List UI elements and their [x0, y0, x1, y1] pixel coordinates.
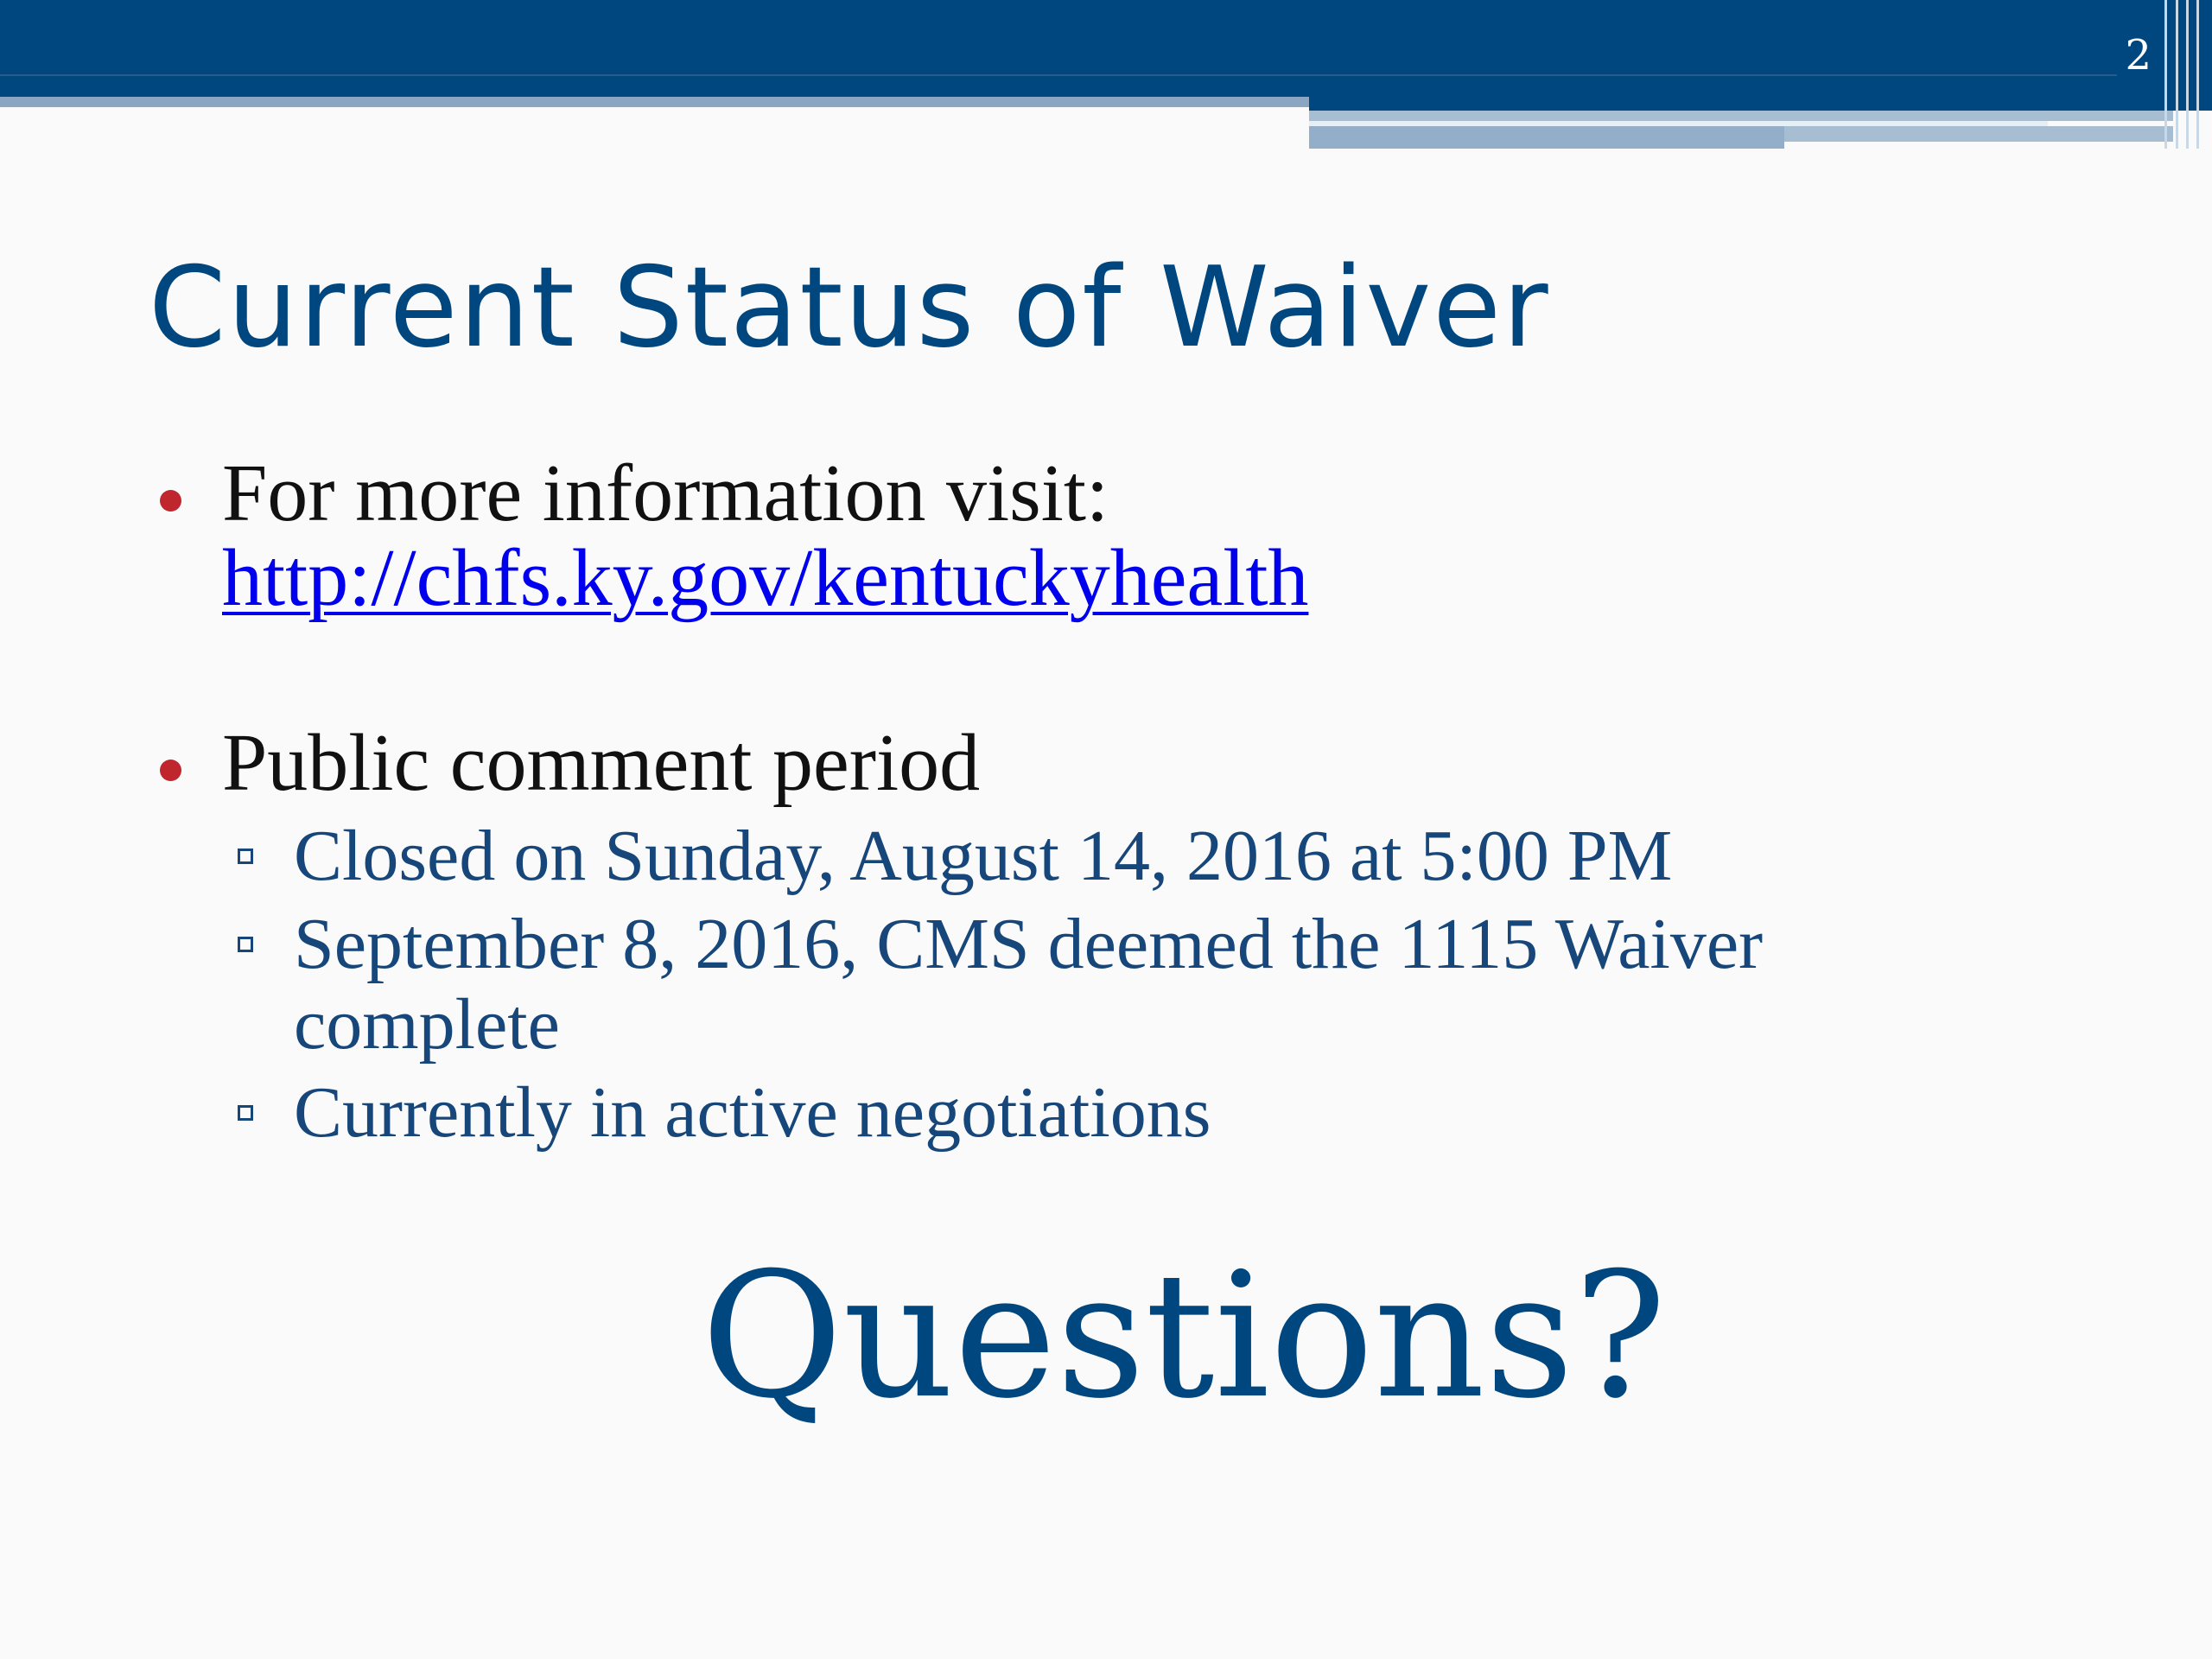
page-number: 2: [2125, 31, 2152, 79]
banner-vertical-line: [2164, 0, 2167, 149]
bullet-text: For more information visit:: [222, 448, 1109, 538]
subbullet-text: Closed on Sunday, August 14, 2016 at 5:00 PM: [294, 816, 1673, 896]
bullet-dot: [160, 760, 181, 781]
banner-hairline: [0, 74, 2117, 76]
banner-stripe: [0, 97, 1309, 107]
square-bullet-icon: [238, 849, 253, 864]
square-bullet-icon: [238, 937, 253, 952]
banner-extension: [1309, 97, 2212, 111]
banner-step: [1309, 126, 1784, 149]
square-bullet-icon: [238, 1105, 253, 1121]
subbullet-text: Currently in active negotiations: [294, 1072, 1211, 1153]
slide-title: Current Status of Waiver: [149, 244, 1550, 372]
questions-heading: Questions?: [701, 1236, 1667, 1437]
bullet-dot: [160, 490, 181, 512]
banner-vertical-line: [2186, 0, 2189, 149]
header-banner: [0, 0, 2212, 97]
subbullet-text: complete: [294, 984, 560, 1065]
banner-vertical-line: [2196, 0, 2199, 149]
banner-vertical-line: [2176, 0, 2178, 149]
banner-step: [1784, 126, 2173, 142]
banner-step: [1309, 111, 2173, 121]
bullet-text: Public comment period: [222, 718, 981, 808]
info-link[interactable]: http://chfs.ky.gov/kentuckyhealth: [222, 533, 1309, 623]
subbullet-text: September 8, 2016, CMS deemed the 1115 Waiver: [294, 904, 1764, 984]
